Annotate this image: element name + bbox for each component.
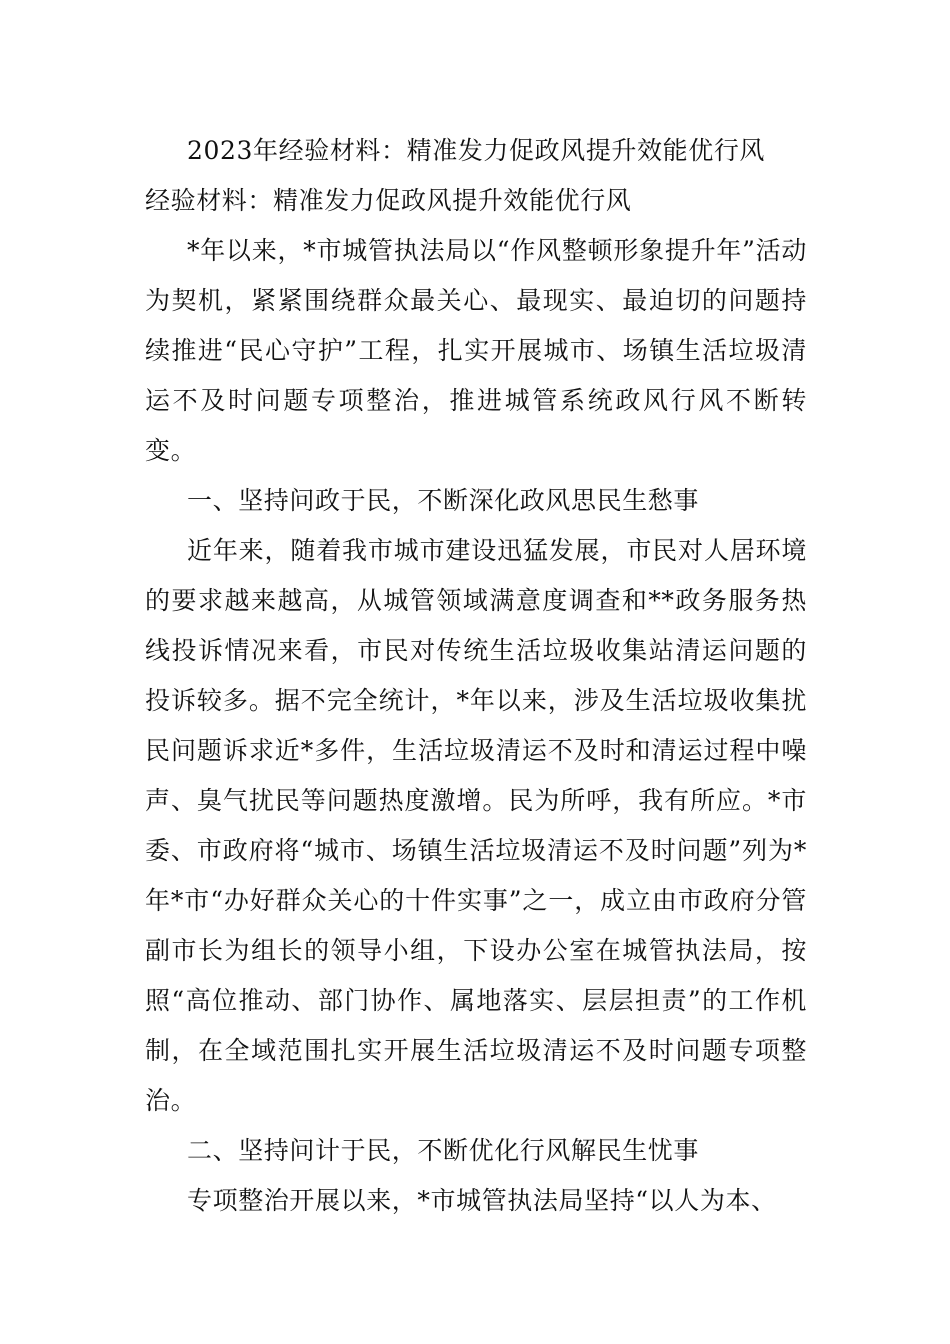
section-1-heading: 一、坚持问政于民，不断深化政风思民生愁事 <box>187 486 700 515</box>
document-title: 2023年经验材料：精准发力促政风提升效能优行风 <box>187 136 766 165</box>
document-body <box>145 126 807 1226</box>
section-1-paragraph: 近年来，随着我市城市建设迅猛发展，市民对人居环境的要求越来越高，从城管领域满意度调查和**政务服务热线投诉情况来看，市民对传统生活垃圾收集站清运问题的投诉较多。据不完全统计，*年以来，涉及生活垃圾收集扰民问题诉求近*多件，生活垃圾清运不及时和清运过程中噪声、臭气扰民等问题热度激增。民为所呼，我有所应。*市委、市政府将“城市、场镇生活垃圾清运不及时问题”列为*年*市“办好群众关心的十件实事”之一，成立由市政府分管副市长为组长的领导小组，下设办公室在城管执法局，按照“高位推动、部门协作、属地落实、层层担责”的工作机制，在全域范围扎实开展生活垃圾清运不及时问题专项整治。 <box>145 536 807 1115</box>
section-2-heading: 二、坚持问计于民，不断优化行风解民生忧事 <box>187 1136 700 1165</box>
document-subtitle: 经验材料：精准发力促政风提升效能优行风 <box>145 186 632 215</box>
intro-paragraph: *年以来，*市城管执法局以“作风整顿形象提升年”活动为契机，紧紧围绕群众最关心、最现实、最迫切的问题持续推进“民心守护”工程，扎实开展城市、场镇生活垃圾清运不及时问题专项整治，推进城管系统政风行风不断转变。 <box>145 236 807 465</box>
section-2-paragraph: 专项整治开展以来，*市城管执法局坚持“以人为本、 <box>187 1186 777 1215</box>
